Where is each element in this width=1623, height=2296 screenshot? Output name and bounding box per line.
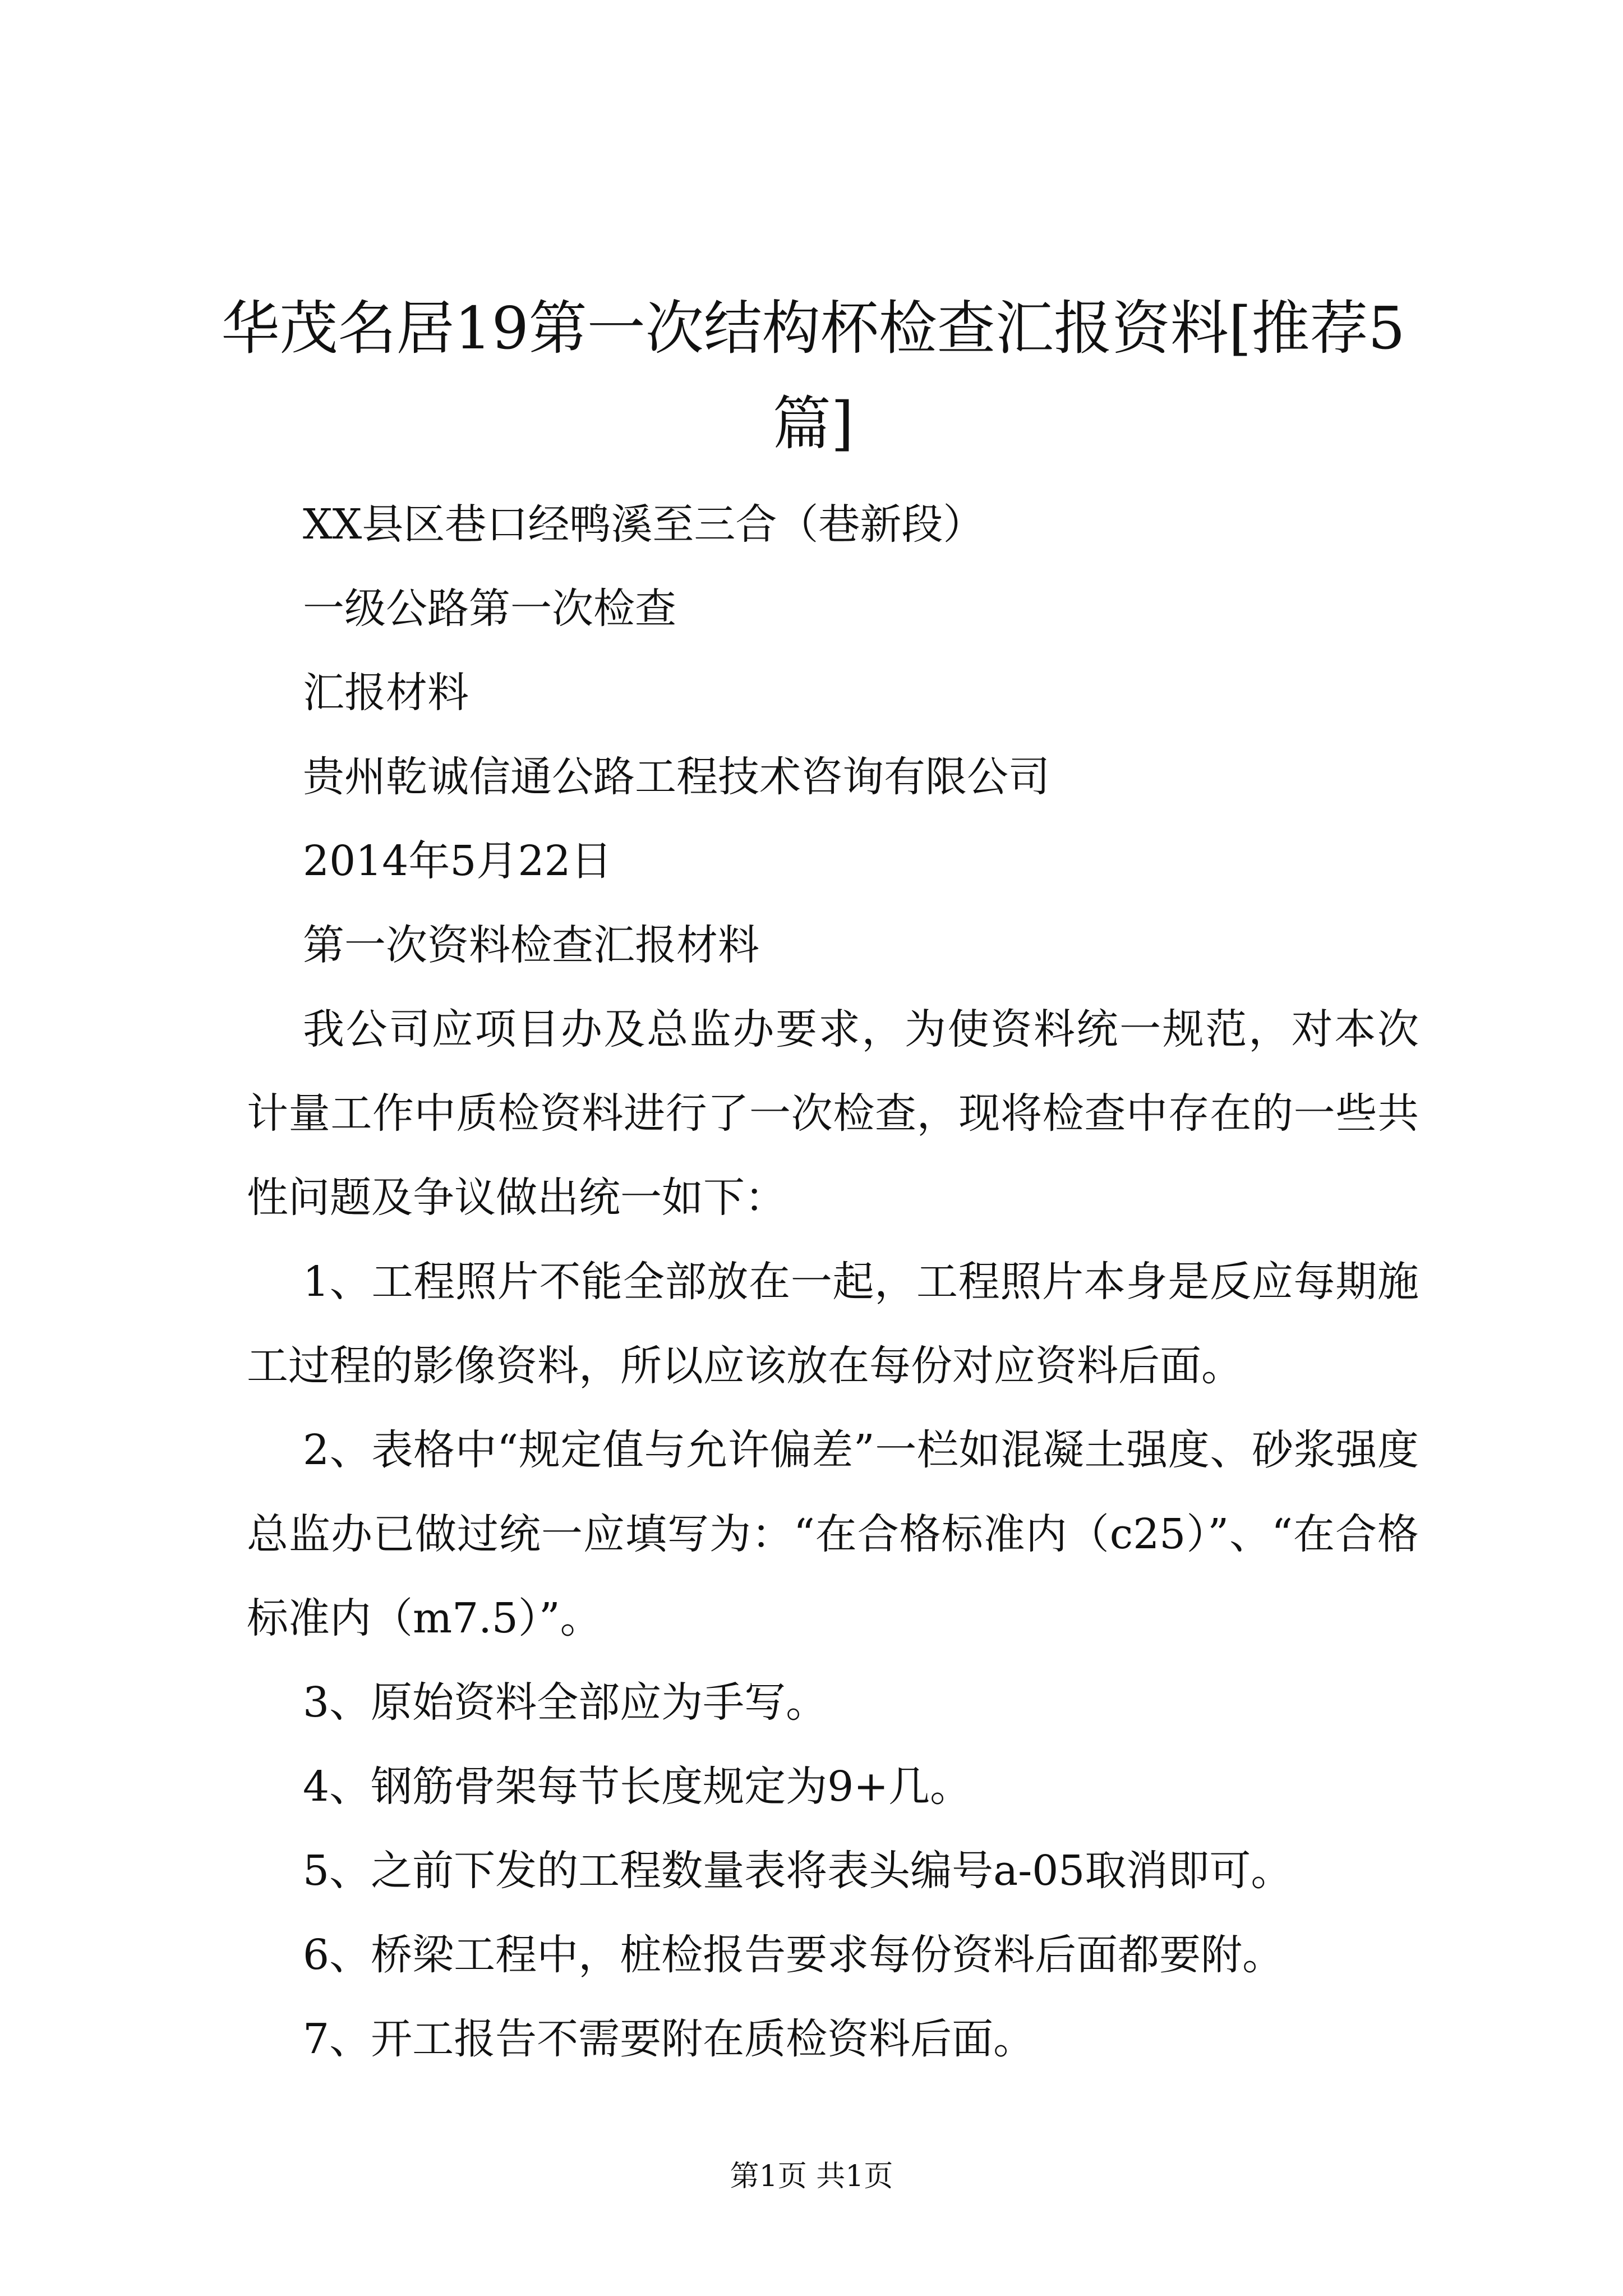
header-line-company: 贵州乾诚信通公路工程技术咨询有限公司 <box>303 753 1050 801</box>
header-line-project: XX县区巷口经鸭溪至三合（巷新段） <box>303 500 985 549</box>
document-body <box>247 482 1419 2081</box>
paragraph-item-1: 1、工程照片不能全部放在一起，工程照片本身是反应每期施工过程的影像资料，所以应该放在每份对应资料后面。 <box>247 1258 1419 1390</box>
paragraph-item-5: 5、之前下发的工程数量表将表头编号a-05取消即可。 <box>303 1847 1293 1895</box>
page-footer: 第1页 共1页 <box>730 2160 893 2193</box>
paragraph-item-4: 4、钢筋骨架每节长度规定为9+几。 <box>303 1763 972 1811</box>
header-line-date: 2014年5月22日 <box>303 837 612 885</box>
paragraph-item-3: 3、原始资料全部应为手写。 <box>303 1678 828 1727</box>
paragraph-item-2: 2、表格中“规定值与允许偏差”一栏如混凝土强度、砂浆强度总监办已做过统一应填写为：“在合格标准内（c25）”、“在合格标准内（m7.5）”。 <box>247 1426 1419 1642</box>
paragraph-item-6: 6、桥梁工程中，桩检报告要求每份资料后面都要附。 <box>303 1931 1284 1979</box>
document-title: 华茂名居19第一次结构杯检查汇报资料[推荐5篇] <box>221 294 1405 458</box>
paragraph-intro: 我公司应项目办及总监办要求，为使资料统一规范，对本次计量工作中质检资料进行了一次检查，现将检查中存在的一些共性问题及争议做出统一如下： <box>247 1005 1419 1222</box>
header-line-road: 一级公路第一次检查 <box>303 585 676 633</box>
paragraph-item-7: 7、开工报告不需要附在质检资料后面。 <box>303 2015 1035 2063</box>
section-title: 第一次资料检查汇报材料 <box>303 921 759 969</box>
header-line-report: 汇报材料 <box>303 669 469 717</box>
